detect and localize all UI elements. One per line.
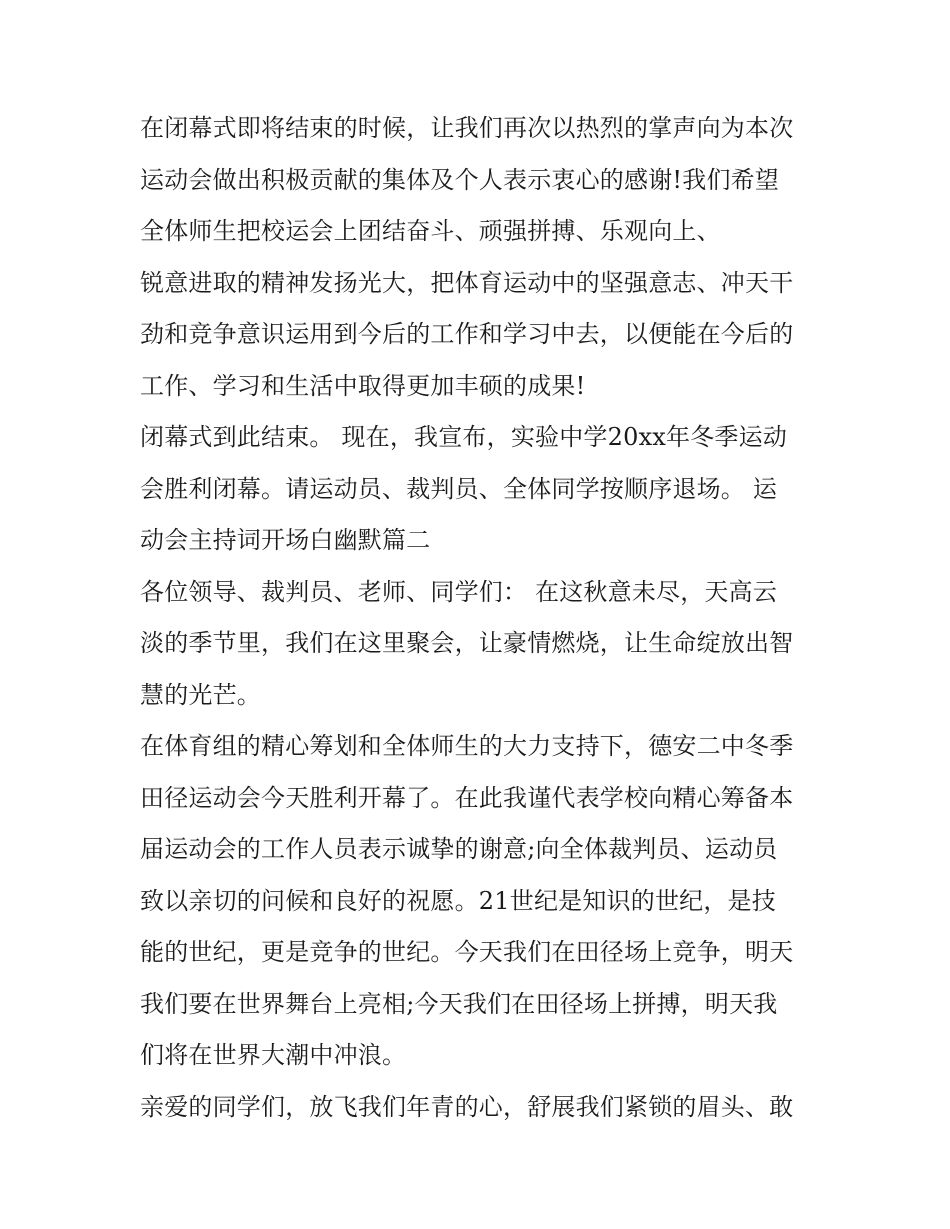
text-line: 淡的季节里，我们在这里聚会，让豪情燃烧，让生命绽放出智 bbox=[140, 629, 794, 657]
text-line: 劲和竞争意识运用到今后的工作和学习中去，以便能在今后的 bbox=[140, 320, 794, 348]
text-line: 在闭幕式即将结束的时候，让我们再次以热烈的掌声向为本次 bbox=[140, 114, 794, 142]
text-line: 全体师生把校运会上团结奋斗、顽强拼搏、乐观向上、 bbox=[140, 217, 721, 245]
text-line: 动会主持词开场白幽默篇二 bbox=[140, 526, 431, 554]
text-line: 亲爱的同学们，放飞我们年青的心，舒展我们紧锁的眉头、敢 bbox=[140, 1092, 794, 1121]
document-body bbox=[140, 103, 820, 1133]
text-line: 会胜利闭幕。请运动员、裁判员、全体同学按顺序退场。 运 bbox=[140, 474, 778, 503]
text-line: 工作、学习和生活中取得更加丰硕的成果! bbox=[140, 371, 586, 400]
text-line: 闭幕式到此结束。 现在，我宣布，实验中学20xx年冬季运动 bbox=[140, 423, 788, 451]
text-line: 们将在世界大潮中冲浪。 bbox=[140, 1041, 407, 1069]
text-line: 田径运动会今天胜利开幕了。在此我谨代表学校向精心筹备本 bbox=[140, 783, 794, 812]
text-line: 能的世纪，更是竞争的世纪。今天我们在田径场上竞争，明天 bbox=[140, 938, 794, 966]
text-line: 慧的光芒。 bbox=[140, 680, 261, 709]
text-line: 各位领导、裁判员、老师、同学们： 在这秋意未尽，天高云 bbox=[140, 577, 778, 606]
text-line: 运动会做出积极贡献的集体及个人表示衷心的感谢!我们希望 bbox=[140, 165, 780, 194]
text-line: 届运动会的工作人员表示诚挚的谢意;向全体裁判员、运动员 bbox=[140, 835, 778, 863]
text-line: 我们要在世界舞台上亮相;今天我们在田径场上拼搏，明天我 bbox=[140, 989, 778, 1018]
text-line: 致以亲切的问候和良好的祝愿。21世纪是知识的世纪，是技 bbox=[140, 886, 776, 915]
text-line: 在体育组的精心筹划和全体师生的大力支持下，德安二中冬季 bbox=[140, 732, 794, 760]
text-line: 锐意进取的精神发扬光大，把体育运动中的坚强意志、冲天干 bbox=[140, 268, 794, 297]
